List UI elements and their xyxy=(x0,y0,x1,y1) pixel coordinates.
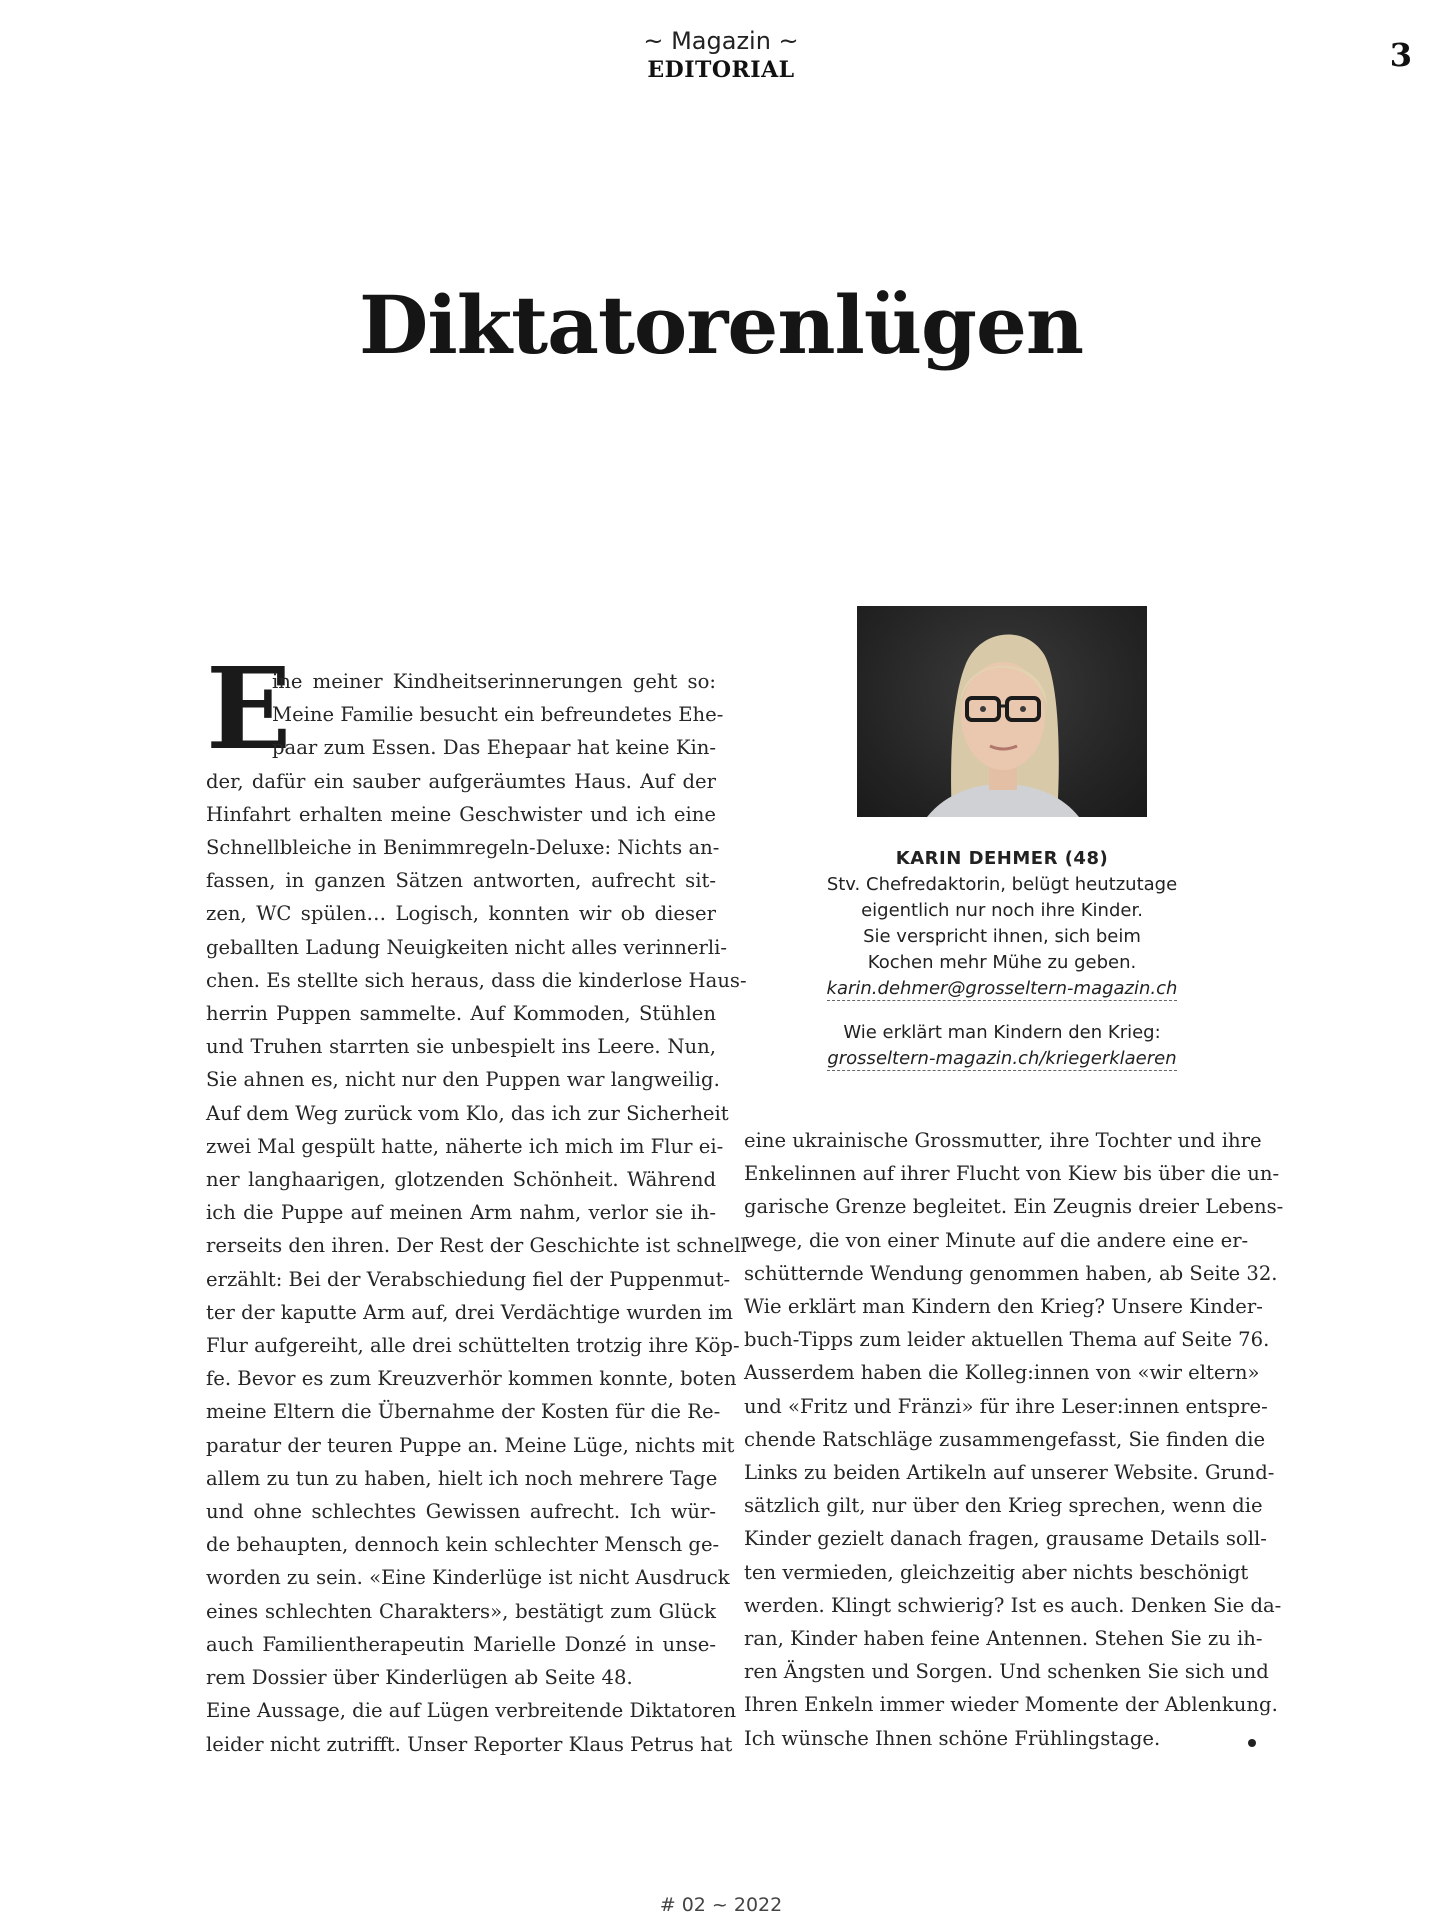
text-line: Meine Familie besucht ein befreundetes Ehe- xyxy=(272,703,724,727)
issue-footer: # 02 ~ 2022 xyxy=(659,1894,783,1916)
text-line: zwei Mal gespült hatte, näherte ich mich im Flur ei- xyxy=(206,1134,724,1158)
author-name: KARIN DEHMER (48) xyxy=(895,848,1109,869)
text-line: de behaupten, dennoch kein schlechter Mensch ge- xyxy=(206,1533,720,1557)
text-line: werden. Klingt schwierig? Ist es auch. Denken Sie da- xyxy=(744,1593,1282,1617)
text-line: fe. Bevor es zum Kreuzverhör kommen konnte, boten xyxy=(206,1367,737,1391)
text-line: ich die Puppe auf meinen Arm nahm, verlor sie ih- xyxy=(206,1201,716,1225)
text-line: Sie ahnen es, nicht nur den Puppen war langweilig. xyxy=(206,1068,720,1092)
text-line: wege, die von einer Minute auf die andere eine er- xyxy=(744,1228,1249,1252)
rubric-label: EDITORIAL xyxy=(647,57,795,83)
page-number: 3 xyxy=(1389,36,1412,74)
author-portrait xyxy=(857,606,1147,817)
text-line: chende Ratschläge zusammengefasst, Sie finden die xyxy=(744,1427,1266,1451)
text-line: buch-Tipps zum leider aktuellen Thema auf Seite 76. xyxy=(744,1328,1270,1352)
text-line: garische Grenze begleitet. Ein Zeugnis dreier Lebens- xyxy=(744,1195,1284,1219)
article-column-1 xyxy=(206,665,747,1761)
text-line: Schnellbleiche in Benimmregeln-Deluxe: Nichts an- xyxy=(206,836,720,860)
author-bio-line: Kochen mehr Mühe zu geben. xyxy=(867,952,1137,973)
text-line: chen. Es stellte sich heraus, dass die kinderlose Haus- xyxy=(206,968,747,992)
author-bio-line: eigentlich nur noch ihre Kinder. xyxy=(861,900,1143,921)
text-line: und «Fritz und Fränzi» für ihre Leser:innen entspre- xyxy=(744,1394,1268,1418)
text-line: Links zu beiden Artikeln auf unserer Website. Grund- xyxy=(744,1461,1275,1485)
text-line: worden zu sein. «Eine Kinderlüge ist nicht Ausdruck xyxy=(206,1566,730,1590)
text-line: eines schlechten Charakters», bestätigt zum Glück xyxy=(206,1599,716,1623)
text-line: ter der kaputte Arm auf, drei Verdächtige wurden im xyxy=(206,1300,733,1324)
text-line: ner langhaarigen, glotzenden Schönheit. Während xyxy=(206,1168,716,1192)
text-line: paratur der teuren Puppe an. Meine Lüge, nichts mit xyxy=(206,1433,735,1457)
text-line: sätzlich gilt, nur über den Krieg sprechen, wenn die xyxy=(744,1494,1263,1518)
text-line: Kinder gezielt danach fragen, grausame Details soll- xyxy=(744,1527,1267,1551)
page-header xyxy=(0,26,1442,84)
end-mark-icon xyxy=(1248,1739,1256,1747)
text-line: und Truhen starrten sie unbespielt ins Leere. Nun, xyxy=(206,1035,716,1059)
website-link[interactable]: grosseltern-magazin.ch/kriegerklaeren xyxy=(827,1048,1177,1069)
text-line: allem zu tun zu haben, hielt ich noch mehrere Tage xyxy=(206,1466,718,1490)
author-bio-line: Stv. Chefredaktorin, belügt heutzutage xyxy=(826,874,1178,895)
drop-cap: E xyxy=(206,644,292,775)
author-email-link[interactable]: karin.dehmer@grosseltern-magazin.ch xyxy=(826,978,1178,999)
text-line: rerseits den ihren. Der Rest der Geschichte ist schnell xyxy=(206,1234,747,1258)
text-line: eine ukrainische Grossmutter, ihre Tochter und ihre xyxy=(744,1129,1262,1152)
text-line: Wie erklärt man Kindern den Krieg? Unsere Kinder- xyxy=(744,1295,1263,1319)
text-line: herrin Puppen sammelte. Auf Kommoden, Stühlen xyxy=(206,1002,716,1026)
article-column-2 xyxy=(744,1124,1284,1755)
text-line: rem Dossier über Kinderlügen ab Seite 48. xyxy=(206,1666,633,1690)
text-line: leider nicht zutrifft. Unser Reporter Klaus Petrus hat xyxy=(206,1732,733,1756)
text-line: Ihren Enkeln immer wieder Momente der Ablenkung. xyxy=(744,1693,1278,1717)
text-line: zen, WC spülen… Logisch, konnten wir ob dieser xyxy=(206,902,716,926)
author-info xyxy=(790,846,1214,1072)
text-line: ren Ängsten und Sorgen. Und schenken Sie sich und xyxy=(744,1660,1269,1684)
text-line: ine meiner Kindheitserinnerungen geht so: xyxy=(272,670,716,693)
text-line: paar zum Essen. Das Ehepaar hat keine Kin- xyxy=(272,736,716,760)
text-line: schütternde Wendung genommen haben, ab Seite 32. xyxy=(744,1261,1278,1285)
text-line: Enkelinnen auf ihrer Flucht von Kiew bis über die un- xyxy=(744,1162,1280,1186)
text-line: erzählt: Bei der Verabschiedung fiel der Puppenmut- xyxy=(206,1267,731,1291)
text-line: meine Eltern die Übernahme der Kosten für die Re- xyxy=(206,1400,721,1424)
text-line: auch Familientherapeutin Marielle Donzé in unse- xyxy=(206,1632,716,1656)
text-line: Hinfahrt erhalten meine Geschwister und ich eine xyxy=(206,802,716,826)
text-line: Eine Aussage, die auf Lügen verbreitende Diktatoren xyxy=(206,1699,737,1723)
text-line: der, dafür ein sauber aufgeräumtes Haus. Auf der xyxy=(206,769,716,793)
text-line: Ich wünsche Ihnen schöne Frühlingstage. xyxy=(744,1726,1161,1750)
link-label: Wie erklärt man Kindern den Krieg: xyxy=(843,1022,1161,1043)
article-title: Diktatorenlügen xyxy=(358,278,1084,372)
text-line: Auf dem Weg zurück vom Klo, das ich zur Sicherheit xyxy=(206,1101,729,1125)
text-line: ran, Kinder haben feine Antennen. Stehen Sie zu ih- xyxy=(744,1627,1263,1651)
author-bio-line: Sie verspricht ihnen, sich beim xyxy=(863,926,1141,947)
section-label: ~ Magazin ~ xyxy=(643,27,799,55)
text-line: geballten Ladung Neuigkeiten nicht alles verinnerli- xyxy=(206,935,728,959)
text-line: fassen, in ganzen Sätzen antworten, aufrecht sit- xyxy=(206,869,716,893)
text-line: und ohne schlechtes Gewissen aufrecht. Ich wür- xyxy=(206,1500,716,1524)
text-line: Ausserdem haben die Kolleg:innen von «wir eltern» xyxy=(744,1361,1260,1385)
text-line: Flur aufgereiht, alle drei schüttelten trotzig ihre Köp- xyxy=(206,1334,740,1358)
text-line: ten vermieden, gleichzeitig aber nichts beschönigt xyxy=(744,1560,1249,1584)
